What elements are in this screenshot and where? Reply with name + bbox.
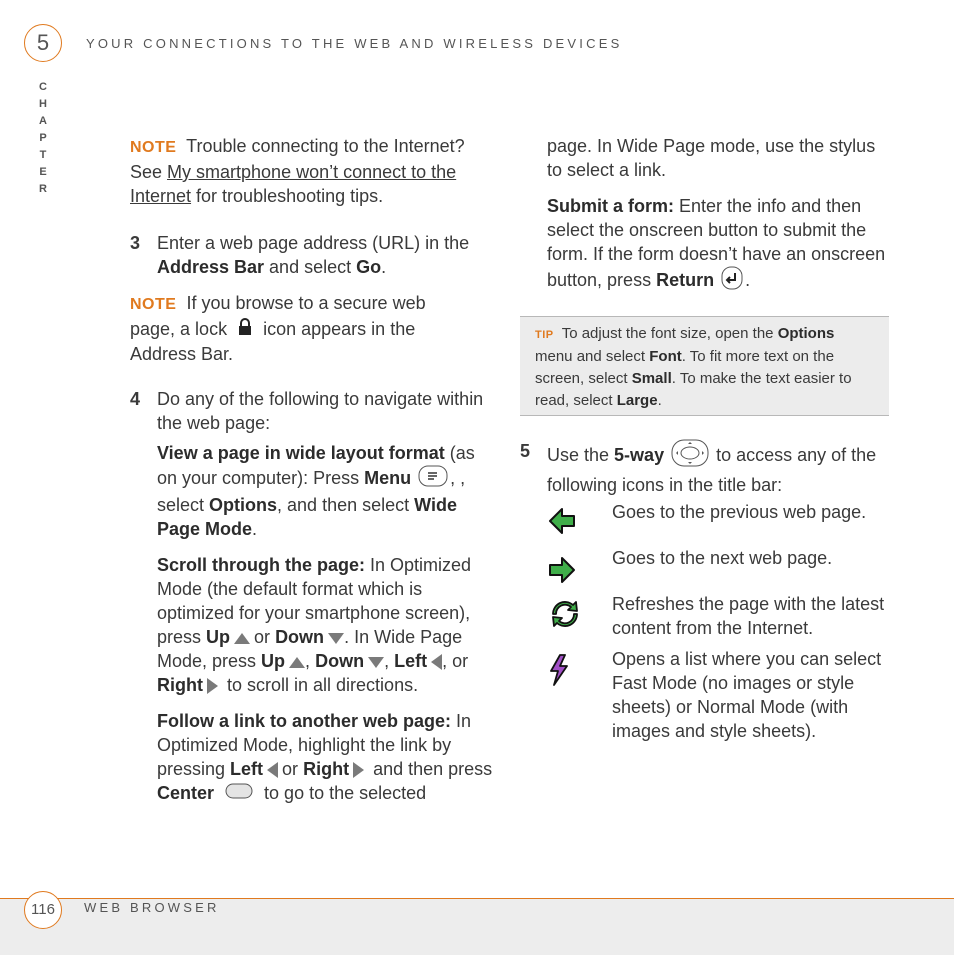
note-text: If you browse to a secure web page, a lock: [130, 293, 426, 339]
fast-mode-icon-description: Opens a list where you can select Fast Mode (no images or style sheets) or Normal Mode (with images and style sheets).: [612, 649, 882, 741]
chapter-number-badge: [24, 24, 62, 62]
para-text: .: [745, 269, 751, 290]
wide-layout-paragraph: View a page in wide layout format (as on your computer): Press Menu , , select Options, and then select Wide Page Mode.: [157, 443, 475, 539]
footer-section-title: WEB BROWSER: [84, 900, 220, 915]
five-way-navigator-icon: [671, 439, 709, 473]
back-arrow-icon: [548, 506, 576, 541]
scroll-term: Scroll through the page:: [157, 555, 366, 575]
tip-part: To adjust the font size, open the: [561, 325, 778, 342]
tip-part: .: [657, 392, 662, 409]
page-number: 116: [31, 901, 55, 918]
submit-form-paragraph: [547, 194, 892, 296]
right-term: Right: [157, 675, 203, 695]
tip-part: . To make the text easier to read, select: [535, 370, 852, 409]
step-number: 3: [130, 233, 141, 253]
para-text: In Optimized Mode, highlight the link by pressing: [157, 711, 472, 779]
para-text: or: [254, 627, 271, 647]
para-text: ,: [442, 651, 448, 671]
para-text: or: [452, 651, 469, 671]
address-bar-term: Address Bar: [157, 257, 265, 277]
submit-form-term: Submit a form:: [547, 196, 675, 216]
note-text: icon appears in the Address Bar.: [130, 319, 416, 365]
right-arrow-icon: [207, 678, 218, 694]
chapter-vertical-label: C H A P T E R: [39, 81, 47, 195]
fast-mode-icon: [548, 654, 570, 691]
step-text: and select: [264, 257, 357, 277]
left-term: Left: [230, 759, 264, 779]
refresh-icon-description: Refreshes the page with the latest content from the Internet.: [612, 594, 885, 638]
step-text: Do any of the following to navigate within the web page:: [157, 389, 484, 433]
note-text: for troubleshooting tips.: [191, 186, 384, 206]
note-label: NOTE: [130, 296, 177, 313]
step-text: to access any of the following icons in the title bar:: [547, 444, 877, 495]
forward-icon-description: Goes to the next web page.: [612, 548, 833, 568]
lock-icon: [238, 318, 252, 342]
menu-term: Menu: [364, 467, 412, 488]
tip-part: . To fit more text on the screen, select: [535, 348, 835, 387]
scroll-paragraph: [157, 553, 497, 697]
para-text: ,: [384, 651, 390, 671]
wide-page-mode-term: Wide Page Mode: [157, 495, 457, 539]
para-text: ,: [305, 651, 311, 671]
troubleshooting-link[interactable]: My smartphone won’t connect to the Internet: [130, 162, 457, 206]
down-arrow-icon: [368, 657, 384, 668]
para-text: .: [252, 519, 258, 539]
forward-arrow-icon: [548, 555, 576, 590]
down-term: Down: [275, 627, 325, 647]
right-term: Right: [303, 759, 350, 779]
up-term: Up: [261, 651, 286, 671]
tip-label: TIP: [535, 329, 554, 341]
go-term: Go: [356, 257, 382, 277]
step-number: 4: [130, 389, 141, 409]
para-text: In Optimized Mode (the default format which is optimized for your smartphone screen), press: [157, 555, 472, 647]
step-text: Use the: [547, 444, 615, 465]
back-icon-description: Goes to the previous web page.: [612, 502, 867, 522]
para-text: to scroll in all directions.: [227, 675, 419, 695]
para-text: to go to the selected: [264, 783, 427, 803]
down-arrow-icon: [328, 633, 344, 644]
para-text: , and then select: [277, 495, 415, 515]
font-term: Font: [649, 348, 682, 365]
up-arrow-icon: [289, 657, 305, 668]
tip-box: [520, 316, 889, 416]
up-term: Up: [206, 627, 231, 647]
return-term: Return: [656, 269, 715, 290]
up-arrow-icon: [234, 633, 250, 644]
step-5: [520, 439, 892, 497]
right-arrow-icon: [353, 762, 364, 778]
menu-button-icon: [418, 465, 448, 493]
step-4: [130, 387, 500, 806]
para-text: , select: [157, 467, 466, 515]
center-button-icon: [225, 782, 253, 806]
left-term: Left: [394, 651, 428, 671]
para-text: (as on your computer): Press: [157, 443, 475, 488]
options-term: Options: [209, 495, 278, 515]
down-term: Down: [315, 651, 365, 671]
para-text: or: [282, 759, 299, 779]
para-text: Enter the info and then select the onscreen button to submit the form. If the form doesn’t have an onscreen button, press: [547, 196, 886, 290]
step-3: [130, 231, 500, 279]
step-number: 5: [520, 441, 531, 461]
wide-layout-term: View a page in wide layout format: [157, 443, 445, 463]
note-secure-page: [130, 291, 470, 366]
para-text: and then press: [373, 759, 493, 779]
note-text: Trouble connecting to the Internet? See: [130, 136, 465, 182]
refresh-icon: [548, 597, 582, 636]
left-arrow-icon: [267, 762, 278, 778]
step-text: .: [381, 257, 387, 277]
five-way-term: 5-way: [614, 444, 665, 465]
tip-text: [520, 317, 889, 412]
running-head: YOUR CONNECTIONS TO THE WEB AND WIRELESS DEVICES: [86, 36, 623, 51]
large-term: Large: [616, 392, 658, 409]
return-key-icon: [721, 266, 743, 296]
note-label: NOTE: [130, 139, 177, 156]
follow-link-term: Follow a link to another web page:: [157, 711, 452, 731]
small-term: Small: [631, 370, 672, 387]
para-text: . In Wide Page Mode, press: [157, 627, 463, 671]
note-trouble-connecting: [130, 134, 500, 208]
wide-page-continuation: page. In Wide Page mode, use the stylus to select a link.: [547, 136, 876, 180]
step-text: Enter a web page address (URL) in the: [157, 233, 470, 253]
follow-link-paragraph: [157, 709, 497, 806]
options-term: Options: [777, 325, 835, 342]
page-number-badge: [24, 891, 62, 929]
chapter-number: 5: [36, 30, 50, 55]
left-arrow-icon: [431, 654, 442, 670]
center-term: Center: [157, 783, 215, 803]
tip-part: menu and select: [535, 348, 650, 365]
